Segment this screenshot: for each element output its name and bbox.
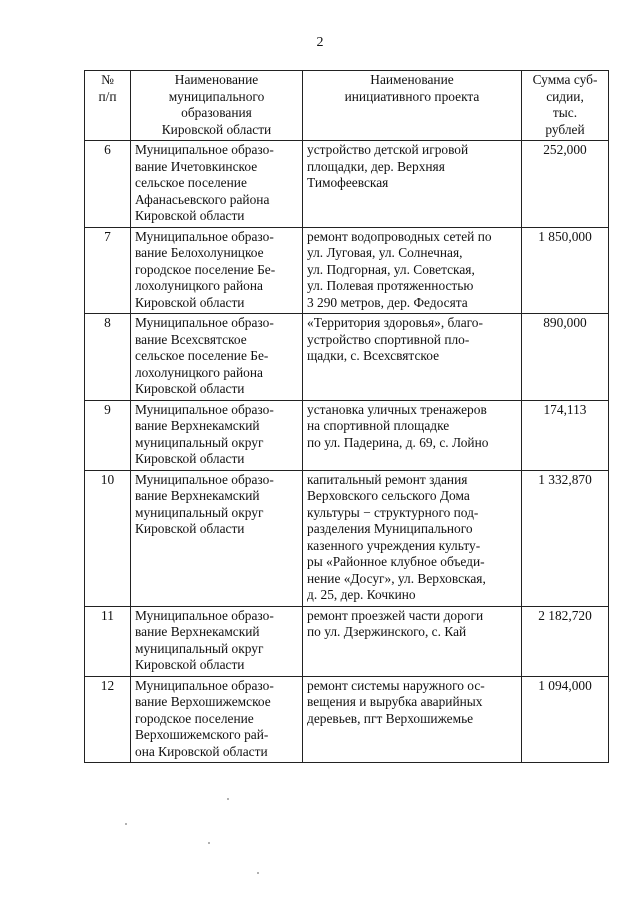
municipality-line: Кировской области	[135, 294, 245, 310]
table-row	[85, 314, 609, 401]
municipality-line: Кировской области	[135, 208, 245, 223]
municipality-line: муниципальный округ	[135, 504, 264, 520]
row-number: 10	[85, 470, 131, 606]
subsidy-amount: 1 850,000	[522, 227, 609, 314]
project-line: ремонт системы наружного ос-	[307, 677, 485, 693]
table-row	[85, 606, 609, 676]
project-line: Верховского сельского Дома	[307, 488, 470, 503]
project-line: на спортивной площадке	[307, 418, 450, 433]
header-sum: Сумма суб- сидии, тыс. рублей	[522, 71, 609, 141]
table-row	[85, 141, 609, 228]
project-line: ул. Подгорная, ул. Советская,	[307, 261, 475, 277]
table-row	[85, 470, 609, 606]
municipality-line: городское поселение	[135, 710, 254, 726]
project-line: ул. Луговая, ул. Солнечная,	[307, 245, 463, 260]
municipality-name	[131, 606, 303, 676]
project-line: устройство спортивной пло-	[307, 331, 470, 347]
scan-speck	[257, 872, 259, 874]
project-line: капитальный ремонт здания	[307, 471, 468, 487]
municipality-line: Афанасьевского района	[135, 191, 270, 207]
row-number: 9	[85, 400, 131, 470]
municipality-line: Муниципальное образо-	[135, 228, 274, 244]
project-line: разделения Муниципального	[307, 521, 473, 536]
subsidy-amount: 890,000	[522, 314, 609, 401]
project-line: казенного учреждения культу-	[307, 537, 481, 553]
project-name	[303, 676, 522, 763]
table-body	[85, 141, 609, 763]
project-line: ул. Полевая протяженностью	[307, 278, 474, 293]
project-name	[303, 470, 522, 606]
project-line: деревьев, пгт Верхошижемье	[307, 710, 474, 726]
subsidy-amount: 2 182,720	[522, 606, 609, 676]
municipality-line: вание Верхнекамский	[135, 418, 260, 433]
project-line: культуры − структурного под-	[307, 504, 479, 520]
municipality-line: Кировской области	[135, 451, 245, 466]
table-row	[85, 400, 609, 470]
project-line: щадки, с. Всехсвятское	[307, 348, 440, 363]
header-municipality: Наименование муниципального образования Кировской области	[131, 71, 303, 141]
municipality-name	[131, 141, 303, 228]
municipality-line: Муниципальное образо-	[135, 315, 274, 330]
municipality-line: Кировской области	[135, 521, 245, 536]
project-line: д. 25, дер. Кочкино	[307, 587, 416, 602]
project-line: вещения и вырубка аварийных	[307, 694, 483, 709]
page-number: 2	[316, 35, 324, 50]
table-row	[85, 227, 609, 314]
municipality-name	[131, 470, 303, 606]
header-number: № п/п	[85, 71, 131, 141]
project-name	[303, 141, 522, 228]
scan-speck	[208, 842, 210, 844]
project-line: площадки, дер. Верхняя	[307, 158, 445, 174]
project-line: ремонт проезжей части дороги	[307, 607, 484, 623]
project-name	[303, 314, 522, 401]
row-number: 7	[85, 227, 131, 314]
project-name	[303, 606, 522, 676]
municipality-line: вание Белохолуницкое	[135, 245, 264, 260]
municipality-line: Муниципальное образо-	[135, 677, 274, 693]
project-name	[303, 400, 522, 470]
scan-speck	[227, 798, 229, 800]
row-number: 6	[85, 141, 131, 228]
municipality-line: сельское поселение Бе-	[135, 348, 269, 363]
municipality-line: Муниципальное образо-	[135, 607, 274, 623]
municipality-line: Кировской области	[135, 657, 245, 672]
project-line: 3 290 метров, дер. Федосята	[307, 294, 468, 310]
municipality-line: сельское поселение	[135, 175, 247, 190]
header-project: Наименование инициативного проекта	[303, 71, 522, 141]
row-number: 12	[85, 676, 131, 763]
table-row	[85, 676, 609, 763]
municipality-name	[131, 227, 303, 314]
project-name	[303, 227, 522, 314]
municipality-name	[131, 676, 303, 763]
municipality-line: муниципальный округ	[135, 640, 264, 656]
project-line: установка уличных тренажеров	[307, 401, 487, 417]
municipality-line: лохолуницкого района	[135, 278, 263, 293]
table-header-row	[85, 71, 609, 141]
municipality-line: лохолуницкого района	[135, 364, 263, 380]
municipality-name	[131, 400, 303, 470]
municipality-line: Кировской области	[135, 381, 245, 396]
subsidy-amount: 1 332,870	[522, 470, 609, 606]
municipality-line: она Кировской области	[135, 743, 268, 759]
project-line: устройство детской игровой	[307, 142, 469, 157]
municipality-line: вание Верхнекамский	[135, 488, 260, 503]
row-number: 8	[85, 314, 131, 401]
project-line: ры «Районное клубное объеди-	[307, 554, 485, 569]
municipality-line: муниципальный округ	[135, 434, 264, 450]
municipality-line: городское поселение Бе-	[135, 261, 276, 277]
municipality-name	[131, 314, 303, 401]
project-line: «Территория здоровья», благо-	[307, 315, 483, 330]
municipality-line: вание Верхошижемское	[135, 694, 271, 709]
municipality-line: Муниципальное образо-	[135, 142, 274, 157]
municipality-line: Муниципальное образо-	[135, 401, 274, 417]
subsidy-amount: 174,113	[522, 400, 609, 470]
project-line: по ул. Падерина, д. 69, с. Лойно	[307, 434, 489, 450]
municipality-line: вание Верхнекамский	[135, 624, 260, 639]
project-line: ремонт водопроводных сетей по	[307, 228, 492, 244]
municipality-line: вание Ичетовкинское	[135, 158, 258, 174]
project-line: нение «Досуг», ул. Верховская,	[307, 570, 486, 586]
scan-speck	[125, 823, 127, 825]
subsidy-amount: 1 094,000	[522, 676, 609, 763]
municipality-line: Верхошижемского рай-	[135, 727, 269, 742]
municipality-line: вание Всехсвятское	[135, 331, 247, 347]
subsidy-table	[84, 70, 609, 763]
row-number: 11	[85, 606, 131, 676]
project-line: по ул. Дзержинского, с. Кай	[307, 624, 467, 639]
project-line: Тимофеевская	[307, 175, 389, 190]
municipality-line: Муниципальное образо-	[135, 471, 274, 487]
subsidy-amount: 252,000	[522, 141, 609, 228]
